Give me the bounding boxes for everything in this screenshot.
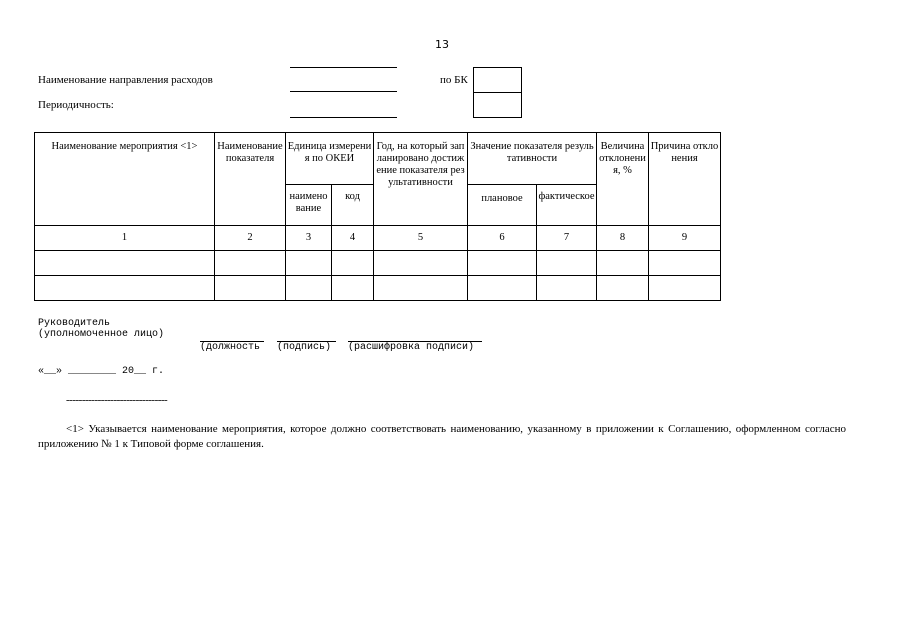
table-cell[interactable] [286,276,332,301]
page-number: 13 [435,38,449,51]
direction-label: Наименование направления расходов [38,74,213,86]
header-activity: Наименование мероприятия <1> [35,133,215,226]
header-value: Значение показателя результативности [468,133,597,185]
header-deviation: Величина отклонения, % [597,133,649,226]
table-row [35,276,721,301]
table-cell[interactable] [35,251,215,276]
periodicity-label: Периодичность: [38,99,114,111]
col-number: 9 [649,226,721,251]
footnote-text: <1> Указывается наименование мероприятия, которое должно соответствовать наименованию, указанному в приложении к Соглашению, оформленном согласно приложению № 1 к Типовой форме соглашения. [38,423,846,450]
col-number: 7 [537,226,597,251]
bk-label: по БК [440,74,468,86]
col-number: 1 [35,226,215,251]
col-number: 5 [374,226,468,251]
sign-caption: (подпись) [277,342,332,353]
periodicity-field[interactable] [290,117,397,118]
header-year: Год, на который запланировано достижение показателя результативности [374,133,468,226]
table-cell[interactable] [468,276,537,301]
table-cell[interactable] [332,251,374,276]
header-reason: Причина отклонения [649,133,721,226]
col-number: 4 [332,226,374,251]
table-cell[interactable] [374,251,468,276]
periodicity-code-box[interactable] [473,92,522,118]
header-unit-code: код [332,185,374,226]
signature-title: Руководитель [38,318,111,329]
signature-subtitle: (уполномоченное лицо) [38,329,165,340]
column-number-row [35,226,721,251]
direction-field[interactable] [290,91,397,92]
header-indicator: Наименование показателя [215,133,286,226]
table-cell[interactable] [649,276,721,301]
table-cell[interactable] [537,276,597,301]
col-number: 8 [597,226,649,251]
header-unit: Единица измерения по ОКЕИ [286,133,374,185]
report-table [34,132,721,301]
position-caption: (должность [200,342,261,353]
footnote-separator: -------------------------------- [66,394,168,406]
table-cell[interactable] [374,276,468,301]
date-line: «__» ________ 20__ г. [38,366,165,377]
bk-code-box[interactable] [473,67,522,93]
table-cell[interactable] [537,251,597,276]
col-number: 2 [215,226,286,251]
table-row [35,251,721,276]
table-cell[interactable] [468,251,537,276]
header-planned: плановое [468,185,537,226]
col-number: 3 [286,226,332,251]
decode-caption: (расшифровка подписи) [348,342,475,353]
table-cell[interactable] [597,251,649,276]
table-cell[interactable] [215,276,286,301]
blank-line-top[interactable] [290,67,397,68]
table-cell[interactable] [597,276,649,301]
col-number: 6 [468,226,537,251]
header-unit-name: наименование [286,185,332,226]
table-cell[interactable] [215,251,286,276]
header-actual: фактическое [537,185,597,226]
table-cell[interactable] [35,276,215,301]
table-cell[interactable] [286,251,332,276]
table-cell[interactable] [332,276,374,301]
table-cell[interactable] [649,251,721,276]
